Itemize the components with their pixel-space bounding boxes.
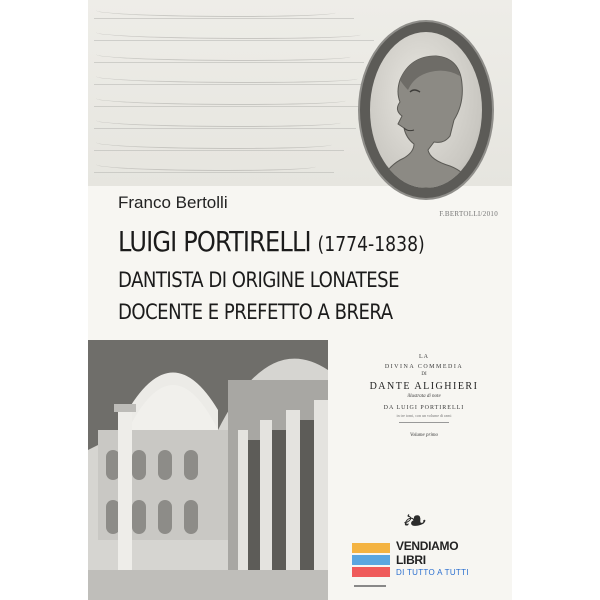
title-page-line-1: LA — [419, 354, 429, 360]
title-page-reproduction — [340, 344, 508, 438]
publisher-monogram-icon: ❧ — [400, 505, 426, 538]
author-name: Franco Bertolli — [118, 193, 228, 212]
dante-portrait-medallion — [370, 32, 482, 188]
title-page-line-3: DI — [421, 372, 427, 377]
title-page-line-5: illustrata di note — [407, 394, 441, 399]
medallion-caption: F.BERTOLLI/2010 — [439, 210, 498, 218]
book-cover — [88, 0, 512, 600]
blue-book-icon — [352, 555, 390, 565]
logo-tagline: DI TUTTO A TUTTI — [396, 568, 469, 577]
title-years: (1774-1838) — [317, 232, 425, 256]
logo-word-2: LIBRI — [396, 553, 426, 567]
subtitle-line-2: DOCENTE E PREFETTO A BRERA — [118, 300, 393, 324]
title-name: LUIGI PORTIRELLI — [118, 225, 311, 258]
title-page-line-2: DIVINA COMMEDIA — [384, 364, 464, 370]
book-title — [118, 225, 425, 258]
brera-courtyard-engraving — [88, 340, 328, 600]
title-page-rule — [399, 422, 449, 423]
title-page-line-7: in tre tomi, con un volume di rami — [396, 413, 452, 418]
subtitle-line-1: DANTISTA DI ORIGINE LONATESE — [118, 268, 400, 292]
title-page-line-8: Volume primo — [410, 433, 438, 438]
logo-word-1: VENDIAMO — [396, 539, 459, 553]
title-page-line-6: DA LUIGI PORTIRELLI — [383, 405, 465, 411]
yellow-book-icon — [352, 543, 390, 553]
title-page-line-4: DANTE ALIGHIERI — [369, 381, 479, 392]
seller-watermark-logo — [352, 537, 492, 595]
red-book-icon — [352, 567, 390, 577]
cart-icon — [354, 579, 386, 587]
